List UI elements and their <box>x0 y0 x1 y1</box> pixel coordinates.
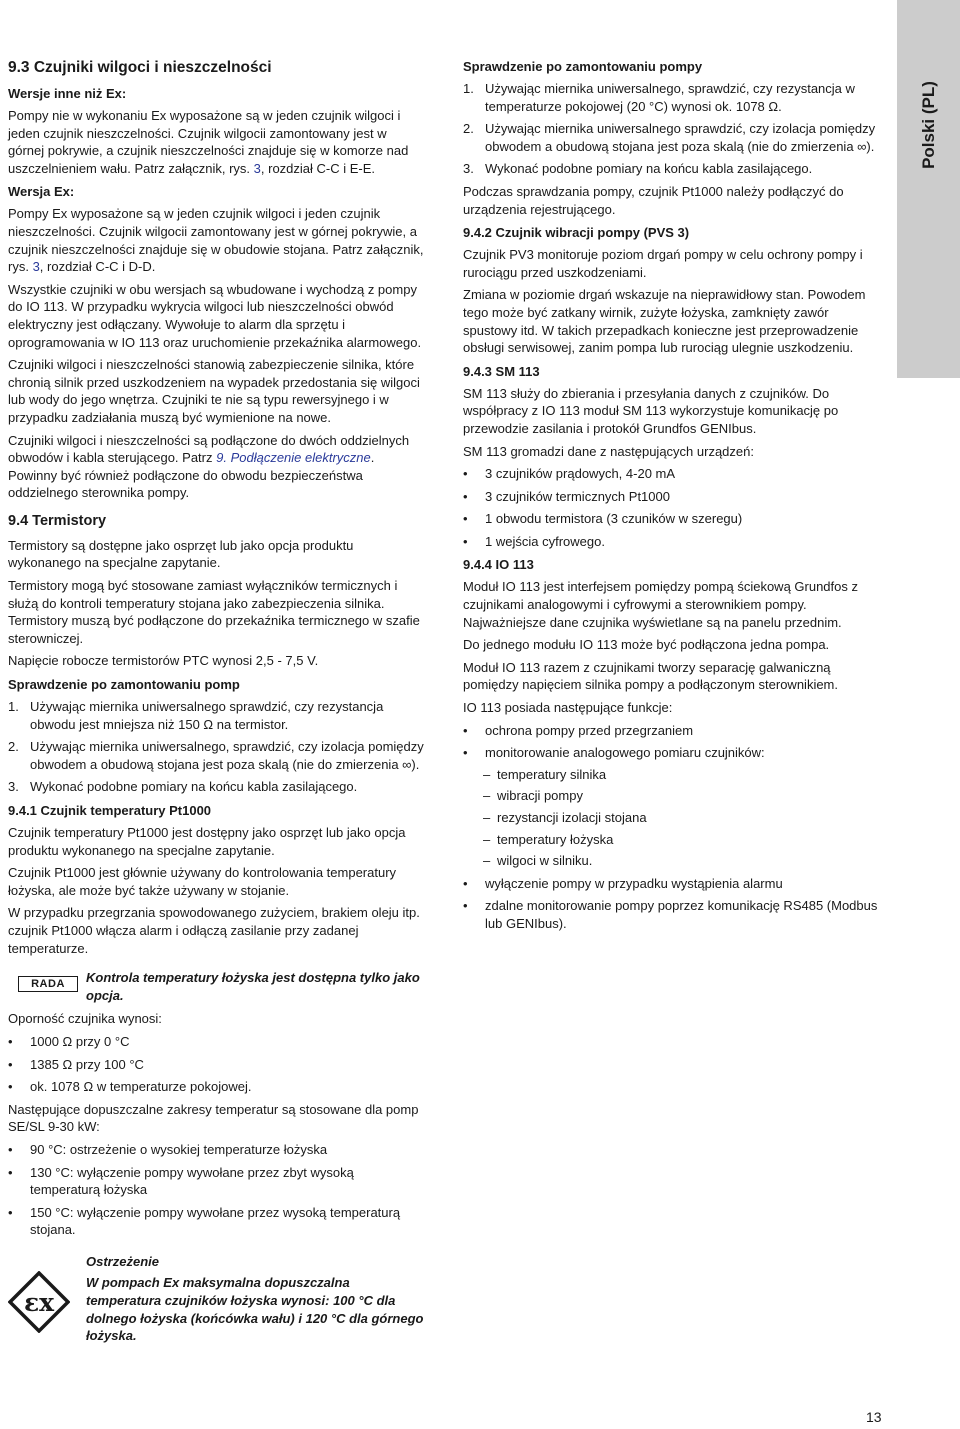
heading-9-3: 9.3 Czujniki wilgoci i nieszczelności <box>8 59 272 76</box>
list-item: • 1385 Ω przy 100 °C <box>8 1056 144 1072</box>
paragraph-io113-3: Moduł IO 113 razem z czujnikami tworzy separację galwaniczną pomiędzy napięciem silnika pompy a podłączonym sterownikiem. <box>463 659 839 693</box>
list-item: – temperatury łożyska <box>483 831 614 847</box>
paragraph-sm113-1: SM 113 służy do zbierania i przesyłania danych z czujników. Do współpracy z IO 113 moduł SM 113 wykorzystuje komunikację po przewodzie zasilania i protokół Grundfos GENIbus. <box>463 385 839 436</box>
heading-9-4-2: 9.4.2 Czujnik wibracji pompy (PVS 3) <box>463 225 690 241</box>
paragraph-all-sensors: Wszystkie czujniki w obu wersjach są wbudowane i wychodzą z pompy do IO 113. W przypadku wykrycia wilgoci lub nieszczelności obwód elektryczny jest odłączany. Wywołuje to alarm dla sprzętu i oprogramowania w IO 113 oraz uruchomienie przekaźnika alarmowego. <box>8 281 422 350</box>
list-item: – temperatury silnika <box>483 766 607 782</box>
list-item: • 3 czujników prądowych, 4-20 mA <box>463 466 676 482</box>
paragraph-io113-2: Do jednego modułu IO 113 może być podłączona jedna pompa. <box>463 637 830 653</box>
tip-notice <box>8 969 426 1004</box>
list-item: – rezystancji izolacji stojana <box>483 810 647 825</box>
list-item: • 150 °C: wyłączenie pompy wywołane przez wysoką temperaturą stojana. <box>8 1204 401 1238</box>
figure-ref-link[interactable]: 3 <box>253 160 261 176</box>
paragraph-resistance: Oporność czujnika wynosi: <box>8 1011 162 1027</box>
warning-title: Ostrzeżenie <box>86 1253 159 1269</box>
page-number: 13 <box>866 1409 882 1425</box>
heading-9-4-3: 9.4.3 SM 113 <box>463 363 540 379</box>
check-list-pump <box>463 80 883 178</box>
list-item: 3. Wykonać podobne pomiary na końcu kabla zasilającego. <box>463 161 813 177</box>
list-item: • zdalne monitorowanie pompy poprzez komunikację RS485 (Modbus lub GENIbus). <box>463 898 878 931</box>
svg-text:ɛx: ɛx <box>23 1287 55 1317</box>
paragraph-non-ex: Pompy nie w wykonaniu Ex wyposażone są w jeden czujnik wilgoci i jeden czujnik nieszczelności. Czujnik wilgocii zamontowany jest w górnej pokrywie, a czujnik nieszczelności znajduje się w komorze nad uszczelnieniem wału. Patrz załącznik, rys. 3, rozdział C-C i E-E. <box>8 108 409 176</box>
list-item: • 1 wejścia cyfrowego. <box>463 533 605 549</box>
list-item: • 130 °C: wyłączenie pompy wywołane przez zbyt wysoką temperaturą łożyska <box>8 1164 354 1198</box>
list-item: 1. Używając miernika uniwersalnego, sprawdzić, czy rezystancja w temperaturze pokojowej (20 °C) wynosi ok. 1078 Ω. <box>463 81 855 114</box>
io113-function-list <box>463 722 883 933</box>
paragraph-pt1000-3: W przypadku przegrzania spowodowanego zużyciem, brakiem oleju itp. czujnik Pt1000 włącza alarm i odłączą zasilanie przy zadanej temperaturze. <box>8 905 420 956</box>
paragraph-pt1000-1: Czujnik temperatury Pt1000 jest dostępny jako osprzęt lub jako opcja produktu wykonanego na specjalne zapytanie. <box>8 825 406 858</box>
sm113-device-list <box>463 465 883 550</box>
paragraph-thermistors-2: Termistory mogą być stosowane zamiast wyłączników termicznych i służą do kontroli temperatury stojana jako zabezpieczenia silnika. Termistory muszą być podłączone do przekaźnika termicznego w szafie sterowniczej. <box>8 578 420 646</box>
subheading-check: Sprawdzenie po zamontowaniu pomp <box>8 677 240 693</box>
list-item: 3. Wykonać podobne pomiary na końcu kabla zasilającego. <box>8 779 358 795</box>
paragraph-thermistors-1: Termistory są dostępne jako osprzęt lub jako opcja produktu wykonanego na specjalne zapytanie. <box>8 537 354 571</box>
language-label: Polski (PL) <box>919 81 938 169</box>
list-item: • 1 obwodu termistora (3 czuników w szeregu) <box>463 511 743 527</box>
ex-warning <box>8 1253 426 1345</box>
list-item: • ochrona pompy przed przegrzaniem <box>463 722 694 738</box>
warning-text: W pompach Ex maksymalna dopuszczalna temperatura czujników łożyska wynosi: 100 °C dla dolnego łożyska (końcówka wału) i 120 °C dla górnego łożyska. <box>86 1275 424 1344</box>
heading-9-4-1: 9.4.1 Czujnik temperatury Pt1000 <box>8 803 212 818</box>
paragraph-ex: Pompy Ex wyposażone są w jeden czujnik wilgoci i jeden czujnik nieszczelności. Czujnik wilgocii zamontowany jest w górnej pokrywie, a czujnik nieszczelności znajduje się w obudowie stojana. Patrz załącznik, rys. 3, rozdział C-C i D-D. <box>8 206 424 275</box>
paragraph-recorder: Podczas sprawdzania pompy, czujnik Pt1000 należy podłączyć do urządzenia rejestrującego. <box>463 183 844 217</box>
left-column <box>8 58 426 1349</box>
language-side-tab <box>897 0 960 378</box>
paragraph-sm113-2: SM 113 gromadzi dane z następujących urządzeń: <box>463 443 754 459</box>
list-item: • wyłączenie pompy w przypadku wystąpienia alarmu <box>463 875 783 891</box>
list-item: 2. Używając miernika uniwersalnego, sprawdzić, czy izolacja pomiędzy obwodem a obudową stojana jest poza skalą (nie do zmierzenia ∞). <box>8 739 424 772</box>
paragraph-connection: Czujniki wilgoci i nieszczelności są podłączone do dwóch oddzielnych obwodów i kabla sterującego. Patrz 9. Podłączenie elektryczne. Powinny być również podłączone do obwodu bezpieczeństwa oddzielnego sterownika pompy. <box>8 432 410 501</box>
check-list <box>8 698 426 796</box>
paragraph-protection: Czujniki wilgoci i nieszczelności stanowią zabezpieczenie silnika, które chronią silnik przed uszkodzeniem na wypadek przedostania się wilgoci lub wody do jego wnętrza. Czujniki te nie są typu rewersyjnego i w przypadku zadziałania muszą być wymienione na nowe. <box>8 357 420 425</box>
monitoring-sublist <box>463 766 883 870</box>
list-item: • 3 czujników termicznych Pt1000 <box>463 488 670 504</box>
subheading-ex: Wersja Ex: <box>8 184 75 200</box>
list-item: • monitorowanie analogowego pomiaru czujników: – temperatury silnika – wibracji pompy – rezystancji izolacji stojana – temperatury łożyska – wilgoci w silniku. <box>463 744 883 870</box>
figure-ref-link[interactable]: 3 <box>32 259 40 275</box>
paragraph-io113-1: Moduł IO 113 jest interfejsem pomiędzy pompą ściekową Grundfos z czujnikami analogowymi i cyfrowymi a sterownikiem pompy. Najważniejsze dane czujnika wyświetlane są na panelu przednim. <box>463 579 858 630</box>
ex-explosion-protection-icon <box>8 1271 70 1333</box>
tip-badge: RADA <box>18 976 78 992</box>
subheading-non-ex: Wersje inne niż Ex: <box>8 86 127 101</box>
tip-text: Kontrola temperatury łożyska jest dostępna tylko jako opcja. <box>86 970 420 1003</box>
heading-9-4-4: 9.4.4 IO 113 <box>463 557 534 573</box>
list-item: 2. Używając miernika uniwersalnego sprawdzić, czy izolacja pomiędzy obwodem a obudową stojana jest poza skalą (nie do zmierzenia ∞). <box>463 121 876 154</box>
heading-9-4: 9.4 Termistory <box>8 512 107 529</box>
list-item: • 90 °C: ostrzeżenie o wysokiej temperaturze łożyska <box>8 1141 328 1157</box>
list-item: 1. Używając miernika uniwersalnego sprawdzić, czy rezystancja obwodu jest mniejsza niż 150 Ω na termistor. <box>8 699 384 732</box>
list-item: – wibracji pompy <box>483 788 583 804</box>
section-link-electrical[interactable]: 9. Podłączenie elektryczne <box>216 450 371 466</box>
paragraph-pt1000-2: Czujnik Pt1000 jest głównie używany do kontrolowania temperatury łożyska, ale może być także używany w stojanie. <box>8 865 397 898</box>
paragraph-thermistors-3: Napięcie robocze termistorów PTC wynosi 2,5 - 7,5 V. <box>8 653 319 669</box>
paragraph-ranges: Następujące dopuszczalne zakresy temperatur są stosowane dla pomp SE/SL 9-30 kW: <box>8 1101 419 1135</box>
subheading-check-pump: Sprawdzenie po zamontowaniu pompy <box>463 59 703 74</box>
list-item: – wilgoci w silniku. <box>483 853 593 869</box>
resistance-list <box>8 1033 426 1096</box>
list-item: • 1000 Ω przy 0 °C <box>8 1033 130 1049</box>
list-item: • ok. 1078 Ω w temperaturze pokojowej. <box>8 1079 252 1095</box>
range-list <box>8 1141 426 1239</box>
right-column <box>463 58 883 938</box>
paragraph-io113-4: IO 113 posiada następujące funkcje: <box>463 700 673 716</box>
paragraph-vibration-2: Zmiana w poziomie drgań wskazuje na nieprawidłowy stan. Powodem tego może być zatkany wirnik, zużyte łożyska, zamknięty zawór spustowy itd. W takich przepadkach konieczne jest przeprowadzenie obsługi serwisowej, zanim pompa lub rurociąg ulegnie uszkodzeniu. <box>463 287 866 356</box>
paragraph-vibration-1: Czujnik PV3 monitoruje poziom drgań pompy w celu ochrony pompy i rurociągu przed uszkodzeniami. <box>463 247 863 280</box>
